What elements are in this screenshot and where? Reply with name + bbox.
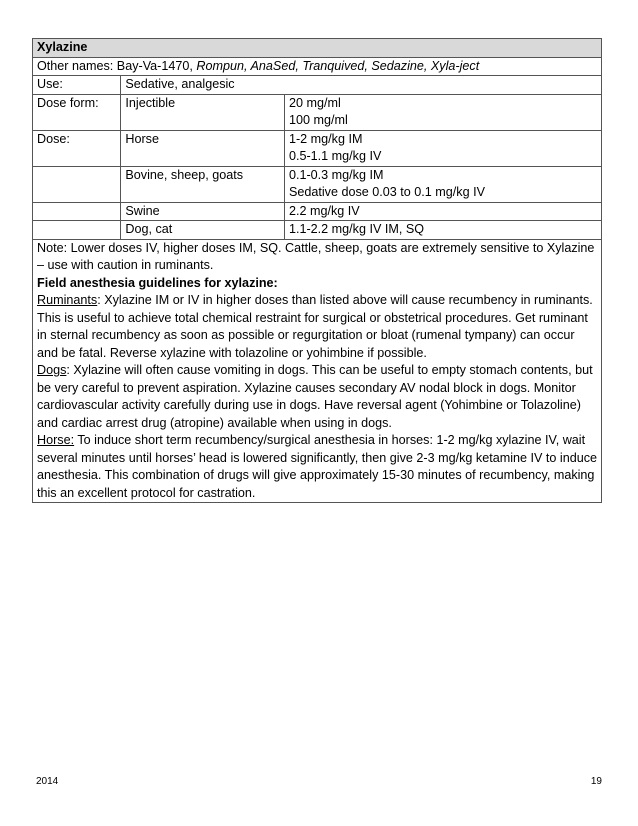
dose-value: 0.5-1.1 mg/kg IV	[288, 149, 382, 163]
footer-year: 2014	[36, 776, 59, 787]
dose-form-values	[284, 94, 601, 130]
other-names-plain: Bay-Va-1470,	[116, 58, 193, 73]
dose-species: Swine	[121, 202, 285, 221]
dose-form-value: 20 mg/ml	[288, 95, 341, 110]
drug-table	[32, 38, 602, 503]
other-names-label: Other names:	[37, 58, 114, 73]
field-anesthesia-heading: Field anesthesia guidelines for xylazine:	[37, 275, 278, 290]
horse-text: To induce short term recumbency/surgical anesthesia in horses: 1-2 mg/kg xylazine IV, wait several minutes until horses’ head is lowered significantly, then give 2-3 mg/kg ketamine IV to induce anesthesia. This combination of drugs will give approximately 15-30 minutes of recumbency, making this an excellent protocol for castration.	[37, 433, 598, 500]
footer-page-number: 19	[590, 776, 602, 787]
empty-cell	[33, 166, 121, 202]
dose-value: 2.2 mg/kg IV	[284, 202, 601, 221]
empty-cell	[33, 202, 121, 221]
other-names-italic: Rompun, AnaSed, Tranquived, Sedazine, Xyla-ject	[196, 58, 480, 73]
dose-value: Sedative dose 0.03 to 0.1 mg/kg IV	[288, 185, 485, 199]
drug-name: Xylazine	[33, 39, 602, 58]
empty-cell	[33, 221, 121, 240]
dose-form-label: Dose form:	[33, 94, 121, 130]
dose-form-value: 100 mg/ml	[288, 113, 348, 127]
horse-paragraph	[37, 432, 597, 502]
drug-page	[32, 38, 602, 503]
note-text: Note: Lower doses IV, higher doses IM, SQ. Cattle, sheep, goats are extremely sensitive to Xylazine – use with caution in ruminants.	[37, 240, 595, 272]
dose-value: 1-2 mg/kg IM	[288, 131, 363, 146]
ruminants-text: : Xylazine IM or IV in higher doses than listed above will cause recumbency in ruminants. This is useful to achieve total chemical restraint for surgical or obstetrical procedures. Get ruminant in sternal recumbency as soon as possible or regurgitation or bloat (rumenal tympany) can occur and be fatal. Reverse xylazine with tolazoline or yohimbine if possible.	[37, 293, 593, 360]
dose-label: Dose:	[33, 130, 121, 166]
dose-value: 1.1-2.2 mg/kg IV IM, SQ	[284, 221, 601, 240]
use-value: Sedative, analgesic	[121, 76, 602, 95]
dogs-label: Dogs	[37, 363, 67, 377]
horse-label: Horse:	[37, 433, 75, 447]
ruminants-paragraph	[37, 292, 597, 362]
notes-cell	[33, 239, 602, 503]
dose-values	[284, 166, 601, 202]
other-names-row	[33, 57, 602, 76]
dose-form-type: Injectible	[121, 94, 285, 130]
dose-values	[284, 130, 601, 166]
dogs-paragraph	[37, 362, 597, 432]
dose-species: Horse	[121, 130, 285, 166]
dose-value: 0.1-0.3 mg/kg IM	[288, 167, 384, 182]
ruminants-label: Ruminants	[37, 293, 98, 307]
dogs-text: : Xylazine will often cause vomiting in dogs. This can be useful to empty stomach contents, but be very careful to prevent aspiration. Xylazine causes secondary AV nodal block in dogs. Monitor cardiovascular activity carefully during use in dogs. Have reversal agent (Yohimbine or Tolazoline) and cardiac arrest drug (atropine) available when using in dogs.	[37, 363, 593, 430]
dose-species: Bovine, sheep, goats	[121, 166, 285, 202]
use-label: Use:	[33, 76, 121, 95]
dose-species: Dog, cat	[121, 221, 285, 240]
